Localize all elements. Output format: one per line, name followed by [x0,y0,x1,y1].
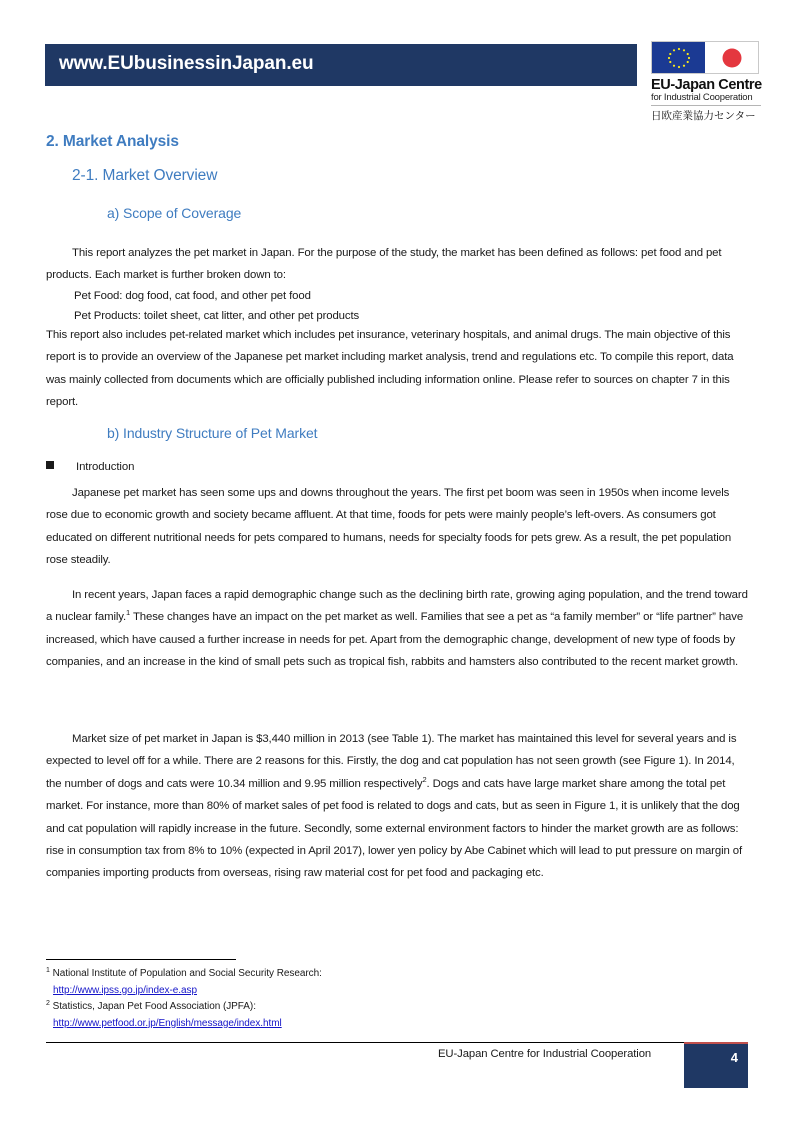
bullet-introduction-label: Introduction [76,461,135,473]
footnote-1-number: 1 [46,967,50,974]
paragraph-scope-intro: This report analyzes the pet market in Japan. For the purpose of the study, the market has been defined as follows: pet food and pet products. Each market is further broken down to: [46,247,722,282]
footnote-ref-2[interactable]: 2 [422,774,427,784]
footnote-2-link-row [46,1016,646,1033]
heading-market-analysis: 2. Market Analysis [46,133,179,150]
list-item-pet-products: Pet Products: toilet sheet, cat litter, and other pet products [74,310,360,322]
paragraph-market-size [46,728,750,885]
footer-organisation: EU-Japan Centre for Industrial Cooperation [438,1048,652,1060]
eu-japan-centre-logo [651,41,761,123]
heading-market-overview: 2-1. Market Overview [72,167,218,184]
footnote-2-link[interactable]: http://www.petfood.or.jp/English/message/index.html [53,1017,282,1029]
logo-subtitle: for Industrial Cooperation [651,92,761,106]
page-number: 4 [730,1050,738,1065]
paragraph-market-size-text-1: Market size of pet market in Japan is $3,440 million in 2013 (see Table 1). The market has maintained this level for several years and is expected to level off for a while. There are 2 reasons for this. Firstly, the dog and cat population has not seen growth (see Figure 1). In 2014, the number of dogs and cats were 10.34 million and 9.95 million respectively [46,733,737,790]
paragraph-history: Japanese pet market has seen some ups and downs throughout the years. The first pet boom was seen in 1950s when income levels rose due to economic growth and society became affluent. At that time, foods for pets were mainly people’s left-overs. As consumers got educated on different nutritional needs for pets compared to humans, needs for specialty foods for pets grew. As a result, the pet population rose steadily. [46,487,732,567]
footnote-2 [46,999,646,1016]
page-number-box [684,1042,748,1088]
eu-flag-icon [652,42,705,73]
paragraph-demographics-text-1: In recent years, Japan faces a rapid demographic change such as the declining birth rate, growing aging population, and the trend toward a nuclear family. [46,589,748,624]
footnotes-section [46,966,646,1032]
paragraph-demographics [46,584,750,674]
footnote-2-number: 2 [46,1000,50,1007]
logo-japanese-name: 日欧産業協力センター [651,110,756,122]
japan-flag-sun [722,48,741,67]
site-url-title: www.EUbusinessinJapan.eu [59,53,314,74]
heading-scope-of-coverage: a) Scope of Coverage [107,205,242,221]
footnote-1-text: National Institute of Population and Social Security Research: [52,968,322,979]
flags-block [651,41,759,74]
footnote-separator [46,959,236,960]
footer-separator [46,1042,748,1043]
paragraph-pet-related-market: This report also includes pet-related market which includes pet insurance, veterinary hospitals, and animal drugs. The main objective of this report is to provide an overview of the Japanese pet market including market analysis, trend and regulations etc. To compile this report, data was mainly collected from documents which are officially published including information online. Please refer to sources on chapter 7 in this report. [46,329,734,409]
footnote-1-link[interactable]: http://www.ipss.go.jp/index-e.asp [53,984,197,996]
footnote-1 [46,966,646,983]
footnote-ref-1[interactable]: 1 [126,608,131,618]
list-item-pet-food: Pet Food: dog food, cat food, and other pet food [74,290,311,302]
header-bar [45,44,637,86]
footnote-2-text: Statistics, Japan Pet Food Association (JPFA): [52,1001,256,1012]
bullet-introduction [46,461,446,473]
logo-name: EU-Japan Centre [651,77,762,93]
japan-flag-icon [705,42,758,73]
square-bullet-icon [46,461,54,469]
paragraph-demographics-text-2: These changes have an impact on the pet market as well. Families that see a pet as “a family member” or “life partner” have increased, which have caused a further increase in needs for pet. Apart from the demographic change, development of new type of foods by companies, and an increase in the kind of small pets such as tropical fish, rabbits and hamsters also contributed to the recent market growth. [46,611,744,669]
paragraph-market-size-text-2: . Dogs and cats have large market share among the total pet market. For instance, more than 80% of market sales of pet food is related to dogs and cats, but as seen in Figure 1, it is unlikely that the dog and cat population will rapidly increase in the future. Secondly, some external environment factors to hinder the market growth are as follows: rise in consumption tax from 8% to 10% (expected in April 2017), lower yen policy by Abe Cabinet which will lead to put pressure on margin of companies importing products from overseas, rising raw material cost for pet food and packaging etc. [46,777,742,880]
footnote-1-link-row [46,983,646,1000]
heading-industry-structure: b) Industry Structure of Pet Market [107,425,318,441]
